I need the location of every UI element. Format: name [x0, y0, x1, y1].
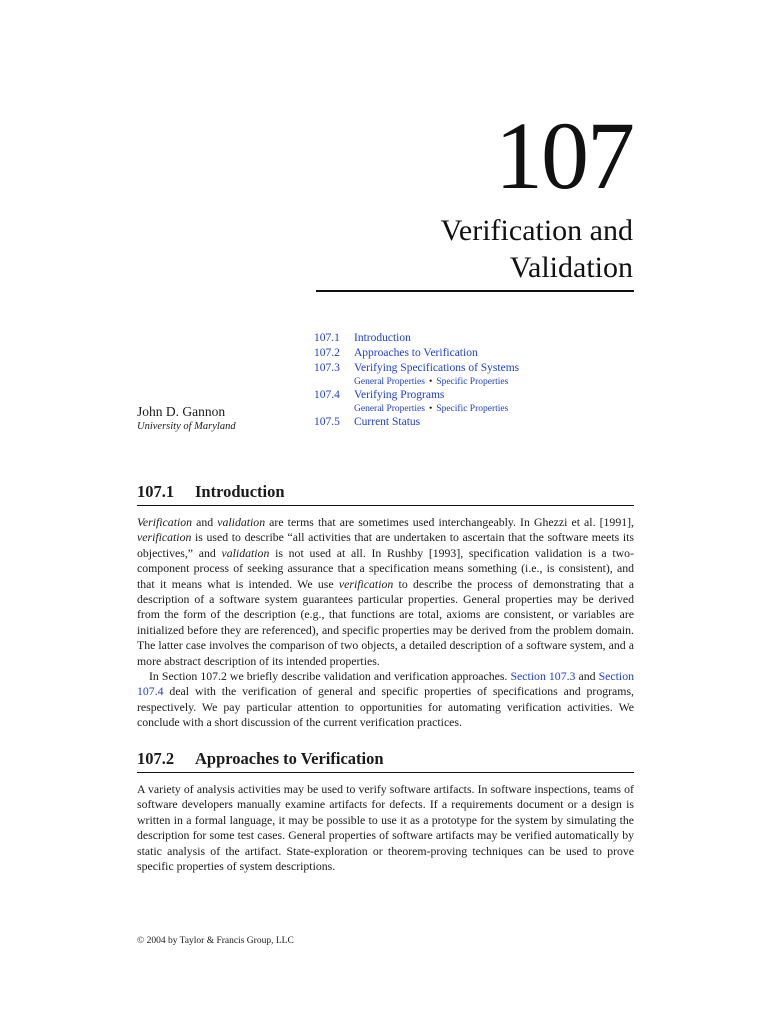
text-run: is used to describe “all activities that are undertaken to ascertain that the software meets its objectives,” and — [137, 530, 634, 560]
toc-title[interactable]: Approaches to Verification — [354, 347, 478, 359]
emphasis: validation — [221, 545, 270, 560]
emphasis: verification — [137, 530, 192, 545]
section-title: Introduction — [195, 482, 285, 501]
toc-number: 107.2 — [314, 347, 340, 359]
text-run: to describe the process of demonstrating that a description of a software system guarantees particular properties. General properties may be derived from the form of the description (e.g., that functions are total, axioms are consistent, or variables are initialized before they are referenced), and specific properties may be derived from the problem domain. The latter case involves the comparison of two objects, a detailed description of a software system, and a more abstract description of its intended properties. — [137, 576, 634, 668]
approaches-body — [137, 782, 634, 874]
toc-subentries — [354, 376, 634, 388]
section-number: 107.2 — [137, 749, 175, 768]
text-run: In Section 107.2 we briefly describe validation and verification approaches. — [149, 669, 511, 684]
author-affiliation: University of Maryland — [137, 421, 236, 432]
paragraph — [137, 669, 634, 731]
emphasis: Verification — [137, 515, 193, 529]
section-heading-approaches — [137, 749, 634, 773]
section-link-107-3[interactable]: Section 107.3 — [510, 669, 576, 684]
table-of-contents — [314, 331, 634, 430]
text-run: are terms that are sometimes used interchangeably. In Ghezzi et al. [1991], — [265, 515, 634, 529]
bullet-separator: • — [428, 404, 433, 414]
toc-sub-specific-properties[interactable]: Specific Properties — [436, 377, 509, 387]
section-link-107-4[interactable]: Section 107.4 — [137, 669, 634, 699]
toc-entry-107-3[interactable] — [314, 361, 634, 388]
text-run: and — [192, 515, 218, 529]
toc-title[interactable]: Verifying Programs — [354, 389, 445, 401]
toc-sub-specific-properties[interactable]: Specific Properties — [436, 404, 509, 414]
toc-number: 107.3 — [314, 362, 340, 374]
paragraph: A variety of analysis activities may be used to verify software artifacts. In software inspections, teams of software developers manually examine artifacts for defects. If a requirements document or a design is written in a formal language, it may be possible to use it as a prototype for the system by simulating the description for some test cases. General properties of software artifacts may be verified automatically by static analysis of the artifact. State-exploration or theorem-proving techniques can be used to prove specific properties of system descriptions. — [137, 782, 634, 874]
toc-title[interactable]: Current Status — [354, 416, 421, 428]
chapter-title-line2: Validation — [509, 251, 633, 284]
emphasis: validation — [217, 515, 266, 529]
bullet-separator: • — [428, 377, 433, 387]
section-number: 107.1 — [137, 482, 175, 501]
toc-entry-107-2[interactable] — [314, 346, 634, 361]
chapter-title-line1: Verification and — [440, 214, 633, 247]
author-block — [137, 403, 236, 434]
introduction-body — [137, 515, 634, 731]
section-title: Approaches to Verification — [195, 749, 384, 768]
toc-number: 107.5 — [314, 416, 340, 428]
section-heading-introduction — [137, 482, 634, 506]
toc-number: 107.4 — [314, 389, 340, 401]
text-run: and — [575, 669, 599, 684]
toc-sub-general-properties[interactable]: General Properties — [354, 377, 425, 387]
toc-entry-107-4[interactable] — [314, 388, 634, 415]
text-run: is not used at all. In Rushby [1993], specification validation is a two-component process of seeking assurance that a specification means something (i.e., is consistent), and that it means what is intended. We use — [137, 545, 634, 591]
paragraph — [137, 515, 634, 669]
author-name: John D. Gannon — [137, 404, 226, 419]
toc-entry-107-1[interactable] — [314, 331, 634, 346]
emphasis: verification — [338, 576, 394, 591]
title-rule — [316, 290, 634, 292]
toc-number: 107.1 — [314, 332, 340, 344]
toc-sub-general-properties[interactable]: General Properties — [354, 404, 425, 414]
toc-title[interactable]: Introduction — [354, 332, 411, 344]
text-run: deal with the verification of general and specific properties of specifications and programs, respectively. We pay particular attention to opportunities for automating verification activities. We conclude with a short discussion of the current verification practices. — [137, 684, 634, 730]
toc-title[interactable]: Verifying Specifications of Systems — [354, 362, 520, 374]
chapter-number: 107 — [495, 102, 633, 209]
copyright-footer: © 2004 by Taylor & Francis Group, LLC — [137, 936, 294, 946]
chapter-title — [441, 212, 633, 286]
toc-subentries — [354, 403, 634, 415]
toc-entry-107-5[interactable] — [314, 415, 634, 430]
